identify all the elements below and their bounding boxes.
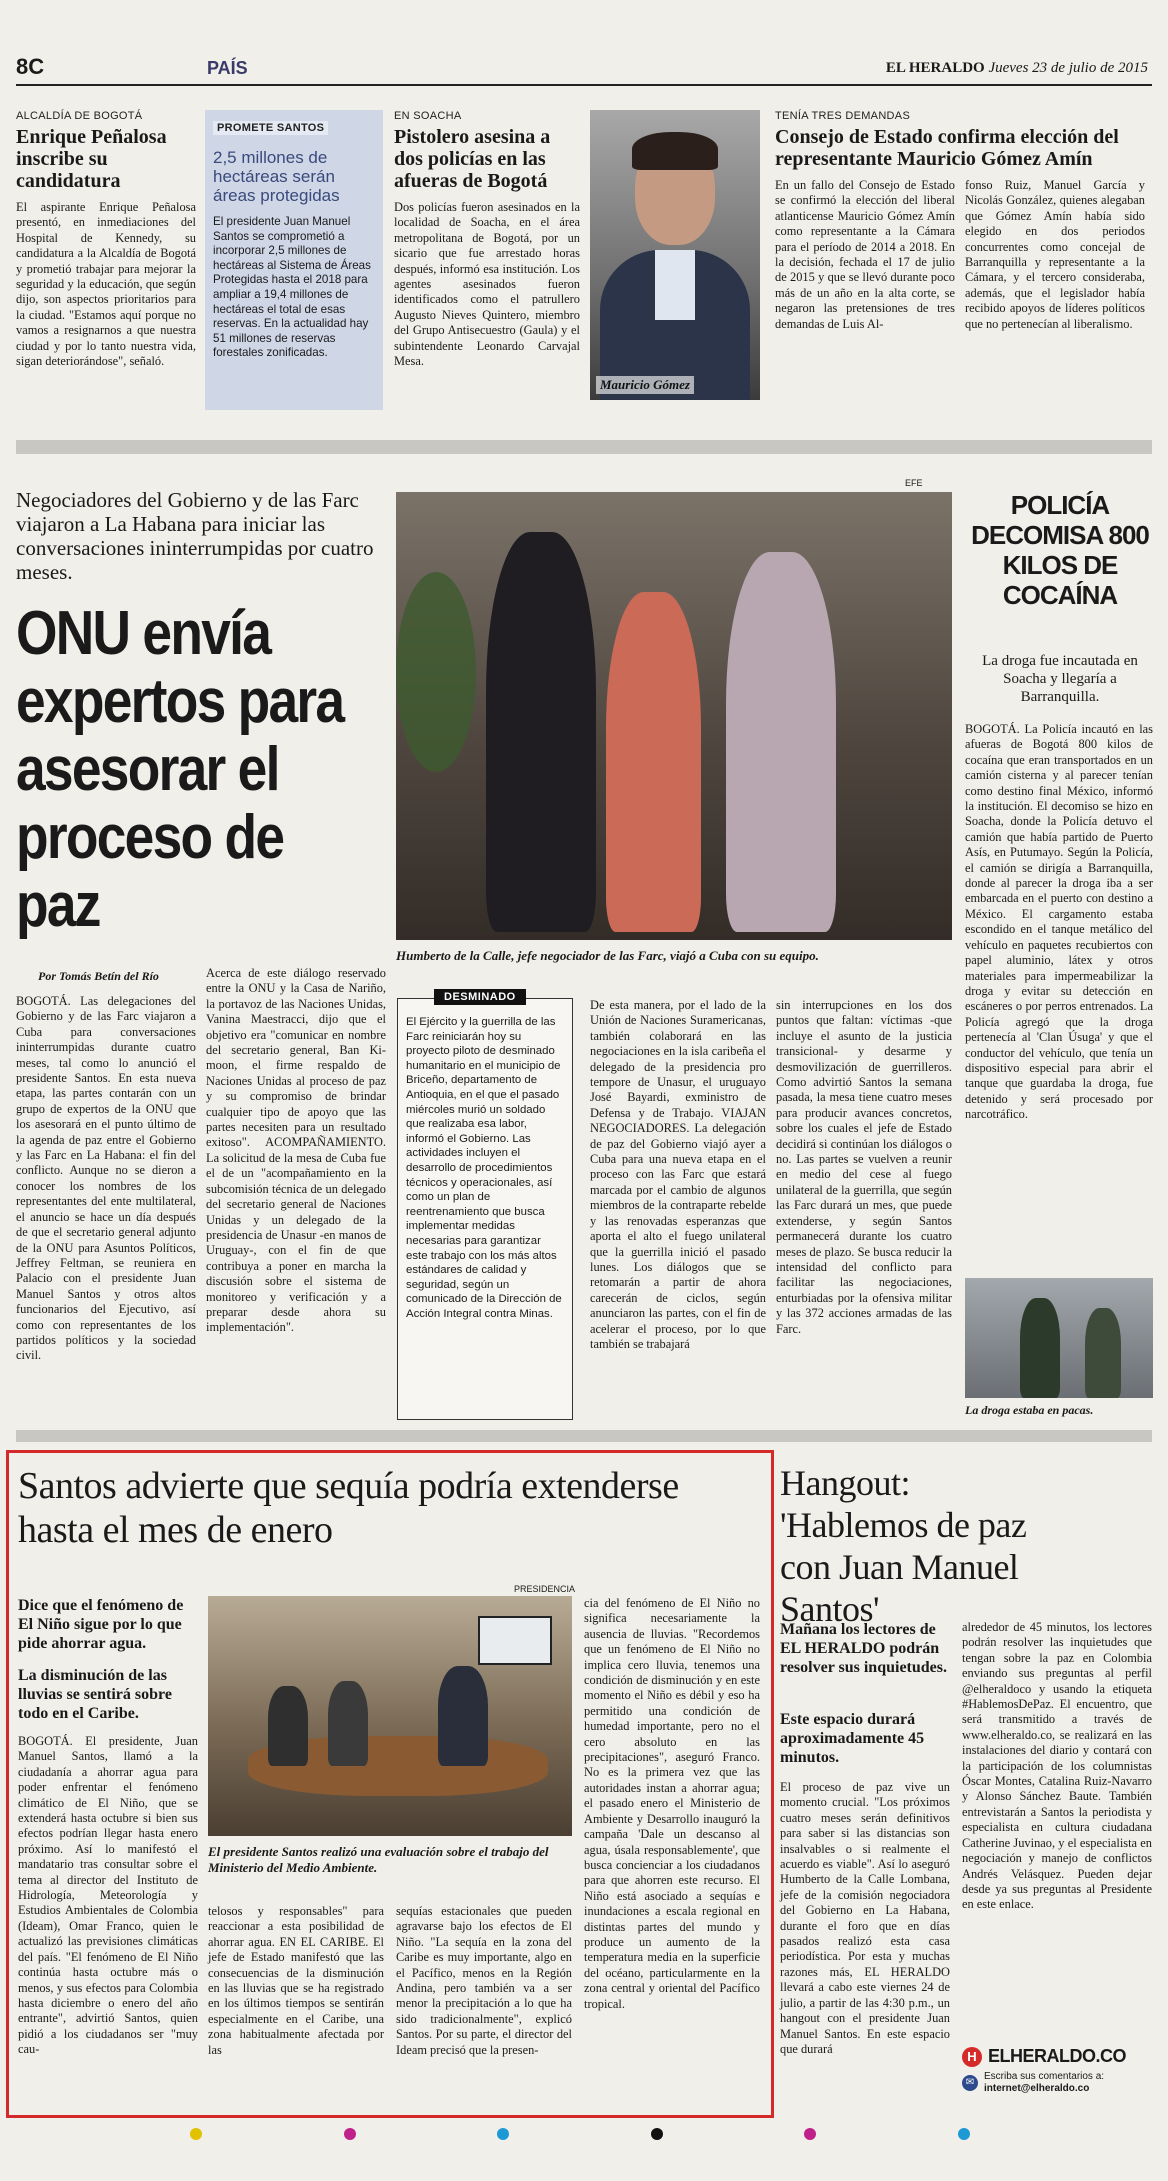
hangout-deck2: Este espacio durará aproximadamente 45 minutos. [780,1711,925,1766]
box-tag: DESMINADO [434,989,526,1005]
box-text: El Ejército y la guerrilla de las Farc reiniciarán hoy su proyecto piloto de desminado humanitario en el municipio de Briceño, departamento de Antioquia, en el que el pasado miércoles murió un soldado que realizaba esa labor, informó el Gobierno. Las actividades incluyen el desarrollo de procedimientos técnicos y operacionales, así como un plan de reentrenamiento que busca implementar medidas necesarias para garantizar este trabajo con los más altos estándares de calidad y seguridad, según un comunicado de la Dirección de Acción Integral contra Minas. [406,1016,562,1320]
photo-negociadores [396,492,952,940]
reg-dot [344,2128,356,2140]
top-story-penalosa [16,110,196,369]
side-body: BOGOTÁ. La Policía incautó en las afueras de Bogotá 800 kilos de cocaína que eran transportados en un camión cisterna y al parecer tenían como destino final México, informó la institución. El decomiso se hizo en Soacha, donde la Policía detuvo el camión que había partido de Puerto Asís, en Putumayo. Según la Policía, el camión se dirigía a Barranquilla, donde al parecer la droga iba a ser embarcada en el puerto con destino a México. El cargamento estaba escondido en el tanque metálico del vehículo en paquetes recubiertos con papel aluminio, látex y otros materiales para impermeabilizar la droga y evitar su detección en escáneres o por perros entrenados. La Policía agregó que la droga pertenecía al 'Clan Úsuga' y que el conductor del vehículo, que tenía un dispositivo especial para abrir el tanque que guardaba la droga, fue detenido y será procesado por narcotráfico. [965,722,1153,1122]
photo-caption: Mauricio Gómez [596,376,694,394]
plant-decor [396,572,476,772]
figure-woman [606,592,701,932]
tv-screen [478,1616,552,1665]
section-name: PAÍS [207,58,248,78]
promo-line1: Escriba sus comentarios a: [984,2071,1105,2082]
brand-name: ELHERALDO.CO [988,2046,1126,2066]
promo-contact [962,2071,1152,2095]
hangout-headline: Hangout: 'Hablemos de paz con Juan Manuel Santos' [780,1463,1027,1629]
figure-officer-2 [1085,1308,1121,1398]
desminado-box [397,991,573,1420]
top-story-soacha [394,110,580,369]
section-divider-2 [16,1430,1152,1442]
story-body: El presidente Juan Manuel Santos se comprometió a incorporar 2,5 millones de hectáreas al Sistema de Áreas Protegidas hasta el 2018 para ampliar a 19,4 millones de hectáreas el total de esas reservas. En la actualidad hay 51 millones de reservas forestales zonificadas. [213,215,371,360]
mail-icon: ✉ [962,2075,978,2091]
top-story-consejo [775,110,1155,332]
photo-droga [965,1278,1153,1398]
drought-headline: Santos advierte que sequía podría extenderse hasta el mes de enero [18,1465,679,1551]
masthead-rule [16,84,1152,86]
reg-dot [958,2128,970,2140]
brand-row [962,2046,1152,2067]
section-divider [16,440,1152,454]
main-col4: De esta manera, por el lado de la Unión de Naciones Suramericanas, también colaborará en las negociaciones en la isla caribeña el delegado de la presidencia pro tempore de Unasur, el uruguayo José Bayardi, exministro de Defensa y de Trabajo. VIAJAN NEGOCIADORES. La delegación de paz del Gobierno viajó ayer a Cuba para una nueva etapa en el proceso con las Farc que estará marcada por el cambio de algunos miembros de la contraparte rebelde y las renovadas esperanzas que aporta el alto el fuego unilateral que la guerrilla inició el pasado lunes. Los diálogos que se retomarán a partir de ahora carecerán de ciclos, según anunciaron las partes, con el fin de acelerar el proceso, por lo que también se trabajará [590,998,766,1351]
paper-name: EL HERALDO [885,60,985,76]
masthead-right [886,60,1148,77]
kicker: PROMETE SANTOS [213,121,328,135]
figure-attendee [268,1686,308,1766]
main-col5: sin interrupciones en los dos puntos que faltan: víctimas -que incluye el asunto de la justicia transicional- y desarme y desmovilización de guerrilleros. Como advirtió Santos la semana pasada, la mesa tiene cuatro meses para producir avances concretos, sobre los cuales el jefe de Estado decidirá si continúan los diálogos o no. Las partes se vuelven a reunir en medio del cese al fuego unilateral de la guerrilla, que según las Farc durará un mes, que puede extenderse, y según Santos permanecerá durante los cuatro meses de plazo. Se busca reducir la intensidad del conflicto para facilitar las negociaciones, enturbiadas por la ofensiva militar y las 372 acciones armadas de las Farc. [776,998,952,1336]
hangout-col2: alrededor de 45 minutos, los lectores podrán resolver las inquietudes que tengan sobre la paz en Colombia enviando sus preguntas al perfil @elheraldoco y usando la etiqueta #HablemosDePaz. El encuentro, que será transmitido a través de www.elheraldo.co, se realizará en las instalaciones del diario y contará con la participación de los columnistas Óscar Montes, Catalina Ruiz-Navarro y Alonso Sánchez Baute. También entrevistarán a Santos la periodista y especialista en cultura ciudadana Catherine Juvinao, y el especialista en negociación y manejo de conflictos Andrés Velásquez. Pueden dejar desde ya sus preguntas al Presidente en este enlace. [962,1620,1152,1912]
drought-col3: sequías estacionales que pueden agravarse bajo los efectos de El Niño. "La sequía en la zona del Caribe es muy importante, algo en el Pacífico, menos en la Región Andina, pero también va a ser menor la precipitación a lo que ha sido tradicionalmente", explicó Santos. Por su parte, el director del Ideam precisó que la presen- [396,1904,572,2057]
portrait-shirt [655,250,695,320]
drought-col1: BOGOTÁ. El presidente, Juan Manuel Santos, llamó a la ciudadanía a ahorrar agua para poder enfrentar el fenómeno climático de El Niño, que se extenderá hasta octubre si bien sus efectos podrían llegar hasta enero próximo. Así lo manifestó el mandatario tras consultar sobre el tema al director del Instituto de Hidrología, Meteorología y Estudios Ambientales de Colombia (Ideam), Omar Franco, quien le actualizó las previsiones climáticas del país. "El fenómeno de El Niño continúa hasta octubre más o menos, y sus efectos para Colombia hasta diciembre o enero del año entrante", advirtió Santos, quien pidió a los ciudadanos ser "muy cau- [18,1734,198,2057]
side-photo-caption: La droga estaba en pacas. [965,1403,1094,1417]
side-deck: La droga fue incautada en Soacha y llegaría a Barranquilla. [982,653,1138,705]
story-body: Dos policías fueron asesinados en la localidad de Soacha, en el área metropolitana de Bogotá, por un sicario que fue arrestado horas después, informó esa institución. Los agentes asesinados fueron identificados como el patrullero Augusto Nieves Quintero, miembro del Grupo Antisecuestro (Gaula) y el subintendente Leonardo Carvajal Mesa. [394,200,580,369]
page-number: 8C [16,54,45,79]
reg-dot [651,2128,663,2140]
hangout-col1: El proceso de paz vive un momento crucial. "Los próximos cuatro meses serán definitivos para saber si las distancias son insalvables o si realmente el acuerdo es viable". Así lo aseguró Humberto de la Calle Lombana, jefe de la comisión negociadora del Gobierno en La Habana, durante el foro que en días pasados realizó esta casa periodística. Por esta y muchas razones más, EL HERALDO llevará a cabo este viernes 24 de julio, a partir de las 4:30 p.m., un hangout con el presidente Juan Manuel Santos. En este espacio que durará [780,1780,950,2056]
drought-deck1: Dice que el fenómeno de El Niño sigue por lo que pide ahorrar agua. [18,1597,184,1652]
drought-photo-credit: PRESIDENCIA [514,1584,576,1594]
figure-right [726,552,836,932]
issue-date: Jueves 23 de julio de 2015 [988,60,1148,76]
promo-box-santos [205,110,383,410]
kicker: EN SOACHA [394,110,462,122]
main-col1: BOGOTÁ. Las delegaciones del Gobierno y de las Farc viajaron a Cuba para conversaciones ininterrumpidas durante cuatro meses, tal como lo anunció el presidente Santos. En esta nueva etapa, las partes contarán con un grupo de expertos de la ONU que los asesorará en el punto último de la agenda de paz entre el Gobierno y las Farc en La Habana: el fin del conflicto. Aunque no se dieron a conocer los nombres de los representantes del ente multilateral, el anuncio se hace un día después de que el secretario general adjunto de la ONU para Asuntos Políticos, Jeffrey Feltman, se reuniera en Palacio con el presidente Juan Manuel Santos y otros altos funcionarios del Ejecutivo, así como con representantes de los partidos políticos y la sociedad civil. [16,994,196,1363]
headline: Pistolero asesina a dos policías en las afueras de Bogotá [394,126,551,192]
byline: Por Tomás Betín del Río [38,969,159,983]
main-headline: ONU envía expertos para asesorar el proceso de paz [16,599,344,940]
reg-dot [804,2128,816,2140]
drought-photo-caption: El presidente Santos realizó una evaluación sobre el trabajo del Ministerio del Medio Ambiente. [208,1844,549,1875]
figure-officer [1020,1298,1060,1398]
registration-marks [190,2128,970,2140]
figure-santos [438,1666,488,1766]
story-body: El aspirante Enrique Peñalosa presentó, en inmediaciones del Hospital de Kennedy, su candidatura a la Alcaldía de Bogotá y prometió trabajar para mejorar la seguridad y la educación, que según dijo, son aspectos prioritarios para la ciudad. "Estamos aquí porque no vamos a resignarnos a que nuestra ciudad y por lo tanto nuestra vida, sigan deteriorándose", señaló. [16,200,196,369]
kicker: ALCALDÍA DE BOGOTÁ [16,110,143,122]
story-body-col1: En un fallo del Consejo de Estado se confirmó la elección del liberal atlanticense Mauricio Gómez Amín como representante a la Cámara para el período de 2014 a 2018. En la decisión, fechada el 17 de julio de 2015 y que se llevó durante poco más de un año en la alta corte, se negaron las pretensiones de tres demandas de Luis Al- [775,178,955,331]
drought-col2: telosos y responsables" para reaccionar a esta posibilidad de ahorrar agua. EN EL CARIBE. El jefe de Estado manifestó que las consecuencias de la disminución en las lluvias que se ha registrado en los últimos tiempos se sentirán especialmente en el Caribe, una zona habitualmente afectada por las [208,1904,384,2057]
side-headline: POLICÍA DECOMISA 800 KILOS DE COCAÍNA [971,490,1149,610]
story-body-col2: fonso Ruiz, Manuel García y Nicolás González, quienes alegaban que Gómez Amín había sido elegido en dos periodos concurrentes como concejal de Barranquilla y representante a la Cámara, y el tercero consideraba, además, que el legislador había recibido apoyos de líderes políticos que no pertenecían al liberalismo. [965,178,1145,331]
hangout-promo [962,2046,1152,2095]
figure-left [486,532,596,932]
drought-deck2: La disminución de las lluvias se sentirá sobre todo en el Caribe. [18,1667,172,1722]
kicker: TENÍA TRES DEMANDAS [775,110,911,122]
reg-dot [190,2128,202,2140]
photo-santos-reunion [208,1596,572,1836]
headline: Consejo de Estado confirma elección del representante Mauricio Gómez Amín [775,126,1119,170]
headline: Enrique Peñalosa inscribe su candidatura [16,126,167,192]
reg-dot [497,2128,509,2140]
heraldo-logo-icon: H [962,2047,982,2067]
drought-col4: cia del fenómeno de El Niño no significa necesariamente la ausencia de lluvias. "Recordemos que un fenómeno de El Niño no implica cero lluvia, tenemos una condición de disminución y en este momento el Niño es débil y eso ha permitido una condición de humedad importante, pero no el cero absoluto en las precipitaciones", aseguró Franco. No es la primera vez que las autoridades instan a ahorrar agua; el pasado enero el Ministerio de Ambiente y Desarrollo inauguró la campaña 'Dale un descanso al agua, úsala responsablemente', que busca concienciar a los ciudadanos para que ahorren este recurso. El Niño está asociado a sequías e inundaciones a escala regional en distintas partes del mundo y produce un aumento de la temperatura media en la superficie del océano, particularmente en la zona central y oriental del Pacífico tropical. [584,1596,760,2011]
photo-mauricio-gomez [590,110,760,400]
portrait-hair [632,132,718,170]
photo-caption: Humberto de la Calle, jefe negociador de las Farc, viajó a Cuba con su equipo. [396,948,819,963]
photo-credit: EFE [905,478,923,488]
main-deck: Negociadores del Gobierno y de las Farc viajaron a La Habana para iniciar las conversaciones ininterrumpidas por cuatro meses. [16,488,374,584]
highlight-figure: 2,5 millones de hectáreas serán áreas protegidas [213,148,340,205]
main-col2: Acerca de este diálogo reservado entre la ONU y la Casa de Nariño, la portavoz de las Naciones Unidas, Vanina Maestracci, dijo que el objetivo era "comunicar en nombre del secretario general, Ban Ki-moon, el firme respaldo de Naciones Unidas al proceso de paz y su compromiso de brindar cualquier tipo de apoyo que las partes necesiten para un resultado exitoso". ACOMPAÑAMIENTO. La solicitud de la mesa de Cuba fue el de un "acompañamiento en la subcomisión técnica de un delegado del secretario general de Naciones Unidas y un delegado de la presidencia de Unasur -en manos de Uruguay-, con el fin de que contribuya a poner en marcha la discusión sobre el sistema de monitoreo y verificación y a preparar desde ahora su implementación". [206,966,386,1335]
promo-email[interactable]: internet@elheraldo.co [984,2083,1090,2094]
hangout-deck1: Mañana los lectores de EL HERALDO podrán resolver sus inquietudes. [780,1621,947,1676]
figure-attendee-2 [328,1681,368,1766]
